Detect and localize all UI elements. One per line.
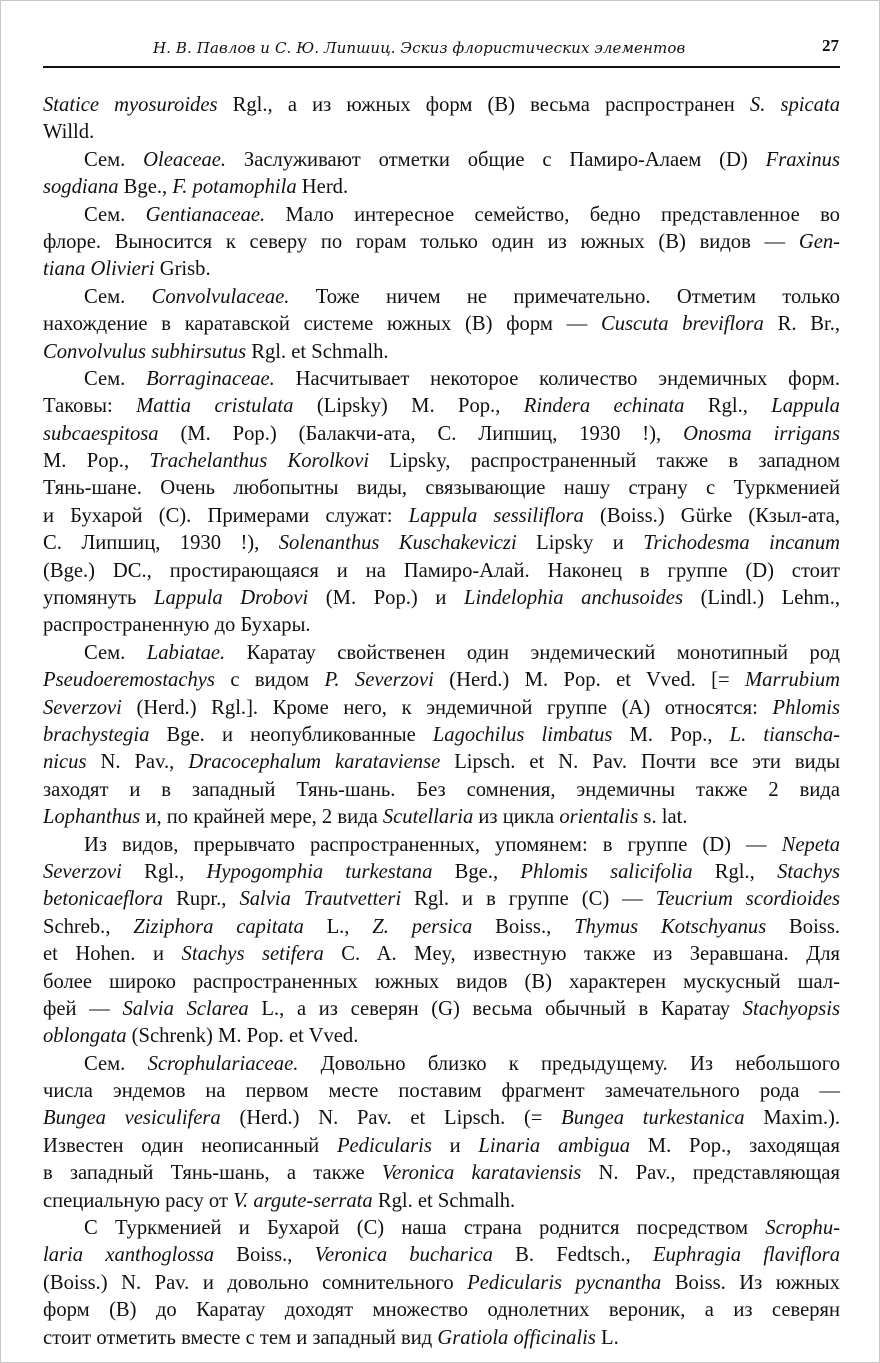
- taxon-name: Nepeta: [781, 833, 840, 856]
- taxon-name: Dracocephalum karataviense: [188, 751, 441, 774]
- taxon-name: Mattia cristulata: [136, 395, 294, 418]
- text-line: [43, 886, 840, 913]
- text-segment: с видом: [214, 669, 325, 692]
- taxon-name: Lappula Drobovi: [154, 587, 309, 610]
- text-segment: и, по крайней мере, 2 вида: [140, 806, 383, 829]
- text-segment: Rgl.,: [121, 860, 207, 883]
- text-segment: (Boiss.) Gürke (Кзыл-ата,: [583, 504, 840, 527]
- taxon-name: Pseudoeremostachys: [43, 669, 215, 692]
- text-segment: (Boiss.) N. Pav. и довольно сомнительного: [43, 1271, 468, 1294]
- text-line: [43, 1242, 840, 1269]
- text-segment: M. Pop.,: [43, 450, 150, 473]
- text-segment: Rgl.,: [692, 860, 778, 883]
- text-segment: Rgl. et Schmalh.: [246, 340, 389, 363]
- text-segment: Herd.: [296, 176, 349, 199]
- taxon-name: Scutellaria: [382, 806, 474, 829]
- text-segment: в западный Тянь-шань, а также: [43, 1162, 382, 1185]
- taxon-name: Onosma irrigans: [683, 422, 840, 445]
- text-segment: L.,: [303, 915, 373, 938]
- text-segment: Bge.,: [118, 176, 173, 199]
- text-line: [43, 640, 840, 667]
- text-segment: M. Pop., заходящая: [630, 1134, 840, 1157]
- text-segment: N. Pav.,: [86, 751, 189, 774]
- taxon-name: Teucrium scordioides: [655, 888, 840, 911]
- text-segment: и Бухарой (C). Примерами служат:: [43, 504, 409, 527]
- text-line: [43, 202, 840, 229]
- text-segment: С. Липшиц, 1930 !),: [43, 532, 279, 555]
- text-line: [43, 339, 840, 366]
- text-line: [43, 859, 840, 886]
- taxon-name: Pedicularis pycnantha: [467, 1271, 662, 1294]
- text-segment: Сем.: [84, 148, 144, 171]
- text-line: [43, 256, 840, 283]
- taxon-name: V. argute-serrata: [233, 1189, 373, 1212]
- text-line: [43, 558, 840, 585]
- text-line: [43, 612, 840, 639]
- taxon-name: Lagochilus limbatus: [432, 723, 613, 746]
- text-line: [43, 585, 840, 612]
- taxon-name: Statice myosuroides: [43, 94, 218, 116]
- taxon-name: orientalis: [559, 806, 639, 829]
- taxon-name: Fraxinus: [765, 148, 840, 171]
- text-segment: Сем.: [84, 203, 146, 226]
- text-line: [43, 996, 840, 1023]
- text-segment: Boiss.: [766, 915, 840, 938]
- taxon-name: brachystegia: [43, 723, 150, 746]
- text-segment: из цикла: [473, 806, 560, 829]
- taxon-name: Phlomis: [772, 696, 840, 719]
- text-segment: Довольно близко к предыдущему. Из небольшого: [298, 1052, 840, 1075]
- text-segment: Каратау свойственен один эндемический монотипный род: [225, 641, 841, 664]
- text-segment: распространенную до Бухары.: [43, 614, 311, 637]
- text-segment: Таковы:: [43, 395, 137, 418]
- text-segment: более широко распространенных южных видов (B) характерен мускусный шал-: [43, 970, 840, 993]
- taxon-name: Salvia Sclarea: [122, 997, 249, 1020]
- taxon-name: Bungea turkestanica: [561, 1107, 745, 1130]
- text-segment: С Туркменией и Бухарой (C) наша страна роднится посредством: [84, 1217, 766, 1240]
- taxon-name: Stachyopsis: [742, 997, 840, 1020]
- taxon-name: Gentianaceae.: [145, 203, 266, 226]
- text-line: [43, 311, 840, 338]
- body-text: [43, 92, 840, 1352]
- text-segment: Lipsky и: [516, 532, 644, 555]
- text-segment: (Bge.) DC., простирающаяся и на Памиро-Алай. Наконец в группе (D) стоит: [43, 559, 840, 582]
- text-segment: Rgl.,: [684, 395, 772, 418]
- taxon-name: Marrubium: [745, 669, 840, 692]
- taxon-name: Salvia Trautvetteri: [239, 888, 402, 911]
- text-segment: и: [431, 1134, 479, 1157]
- text-line: [43, 1105, 840, 1132]
- text-segment: Lipsch. et N. Pav. Почти все эти виды: [440, 751, 840, 774]
- text-segment: (Herd.) Rgl.]. Кроме него, к эндемичной группе (A) относятся:: [121, 696, 773, 719]
- taxon-name: Ziziphora capitata: [133, 915, 304, 938]
- taxon-name: betonicaeflora: [43, 888, 164, 911]
- text-segment: L., а из северян (G) весьма обычный в Каратау: [248, 997, 743, 1020]
- text-line: [43, 1270, 840, 1297]
- text-line: [43, 530, 840, 557]
- text-line: [43, 941, 840, 968]
- taxon-name: Lappula sessiliflora: [408, 504, 584, 527]
- taxon-name: subcaespitosa: [43, 422, 159, 445]
- header-rule: [43, 66, 840, 68]
- text-line: [43, 969, 840, 996]
- text-segment: нахождение в каратавской системе южных (B) форм —: [43, 313, 601, 336]
- taxon-name: Rindera echinata: [523, 395, 685, 418]
- taxon-name: Lindelophia anchusoides: [464, 587, 683, 610]
- taxon-name: Stachys: [777, 860, 840, 883]
- text-segment: форм (B) до Каратау доходят множество однолетних вероник, а из северян: [43, 1299, 840, 1322]
- text-line: [43, 914, 840, 941]
- text-segment: Из видов, прерывчато распространенных, упомянем: в группе (D) —: [84, 833, 782, 856]
- taxon-name: Severzovi: [43, 696, 122, 719]
- text-segment: s. lat.: [638, 806, 688, 829]
- text-line: [43, 695, 840, 722]
- text-segment: (Lindl.) Lehm.,: [682, 587, 840, 610]
- text-line: [43, 832, 840, 859]
- text-segment: фей —: [43, 997, 123, 1020]
- text-line: [43, 1051, 840, 1078]
- text-segment: R. Br.,: [763, 313, 840, 336]
- text-segment: Сем.: [84, 641, 147, 664]
- taxon-name: Trichodesma incanum: [643, 532, 840, 555]
- taxon-name: Scrophu-: [765, 1217, 840, 1240]
- taxon-name: Gen-: [798, 230, 840, 253]
- text-line: [43, 503, 840, 530]
- text-segment: Rgl. et Schmalh.: [372, 1189, 516, 1212]
- text-segment: флоре. Выносится к северу по горам только один из южных (B) видов —: [43, 230, 799, 253]
- text-segment: Заслуживают отметки общие с Памиро-Алаем (D): [226, 148, 766, 171]
- text-segment: N. Pav., представляющая: [581, 1162, 840, 1185]
- taxon-name: Borraginaceae.: [146, 367, 275, 390]
- text-segment: Известен один неописанный: [43, 1134, 337, 1157]
- taxon-name: Hypogomphia turkestana: [206, 860, 433, 883]
- text-line: [43, 393, 840, 420]
- text-line: [43, 174, 840, 201]
- taxon-name: Labiatae.: [146, 641, 226, 664]
- taxon-name: Severzovi: [43, 860, 122, 883]
- text-segment: Тянь-шане. Очень любопытны виды, связывающие нашу страну с Туркменией: [43, 477, 840, 500]
- text-line: [43, 1160, 840, 1187]
- text-segment: Rupr.,: [163, 888, 240, 911]
- text-segment: Grisb.: [154, 258, 211, 281]
- text-segment: (M. Pop.) и: [308, 587, 464, 610]
- taxon-name: Linaria ambigua: [478, 1134, 631, 1157]
- text-segment: (Herd.) M. Pop. et Vved. [=: [433, 669, 746, 692]
- text-segment: (M. Pop.) (Балакчи-ата, С. Липшиц, 1930 !),: [158, 422, 684, 445]
- text-segment: (Schrenk) M. Pop. et Vved.: [126, 1025, 359, 1048]
- running-header: [43, 35, 839, 61]
- text-segment: et Hohen. и: [43, 943, 182, 966]
- taxon-name: Euphragia flaviflora: [652, 1244, 840, 1267]
- taxon-name: Convolvulaceae.: [151, 285, 290, 308]
- text-segment: M. Pop.,: [612, 723, 730, 746]
- text-line: [43, 1188, 840, 1215]
- text-segment: Boiss. Из южных: [661, 1271, 840, 1294]
- taxon-name: P. Severzovi: [324, 669, 434, 692]
- text-line: [43, 147, 840, 174]
- text-line: [43, 722, 840, 749]
- text-line: [43, 749, 840, 776]
- text-segment: Сем.: [84, 1052, 148, 1075]
- text-segment: L.: [595, 1326, 619, 1349]
- text-line: [43, 804, 840, 831]
- taxon-name: Z. persica: [372, 915, 473, 938]
- taxon-name: Thymus Kotschyanus: [574, 915, 767, 938]
- text-line: [43, 475, 840, 502]
- taxon-name: Lappula: [771, 395, 840, 418]
- taxon-name: sogdiana: [43, 176, 119, 199]
- taxon-name: Bungea vesiculifera: [43, 1107, 221, 1130]
- text-line: [43, 366, 840, 393]
- taxon-name: Trachelanthus Korolkovi: [149, 450, 370, 473]
- taxon-name: S. spicata: [749, 94, 840, 116]
- text-segment: Maxim.).: [744, 1107, 840, 1130]
- text-segment: Bge. и неопубликованные: [149, 723, 433, 746]
- text-segment: упомянуть: [43, 587, 155, 610]
- running-title: Н. В. Павлов и С. Ю. Липшиц. Эскиз флористических элементов: [153, 39, 686, 57]
- taxon-name: Cuscuta breviflora: [600, 313, 764, 336]
- text-segment: стоит отметить вместе с тем и западный вид: [43, 1326, 438, 1349]
- text-segment: C. A. Mey, известную также из Зеравшана. Для: [323, 943, 840, 966]
- text-segment: Willd.: [43, 121, 95, 144]
- text-line: [43, 1133, 840, 1160]
- text-segment: Тоже ничем не примечательно. Отметим только: [289, 285, 840, 308]
- taxon-name: tiana Olivieri: [43, 258, 155, 281]
- taxon-name: L. tianscha-: [729, 723, 840, 746]
- text-line: [43, 92, 840, 119]
- text-segment: специальную расу от: [43, 1189, 234, 1212]
- text-segment: Сем.: [84, 367, 147, 390]
- text-segment: Сем.: [84, 285, 152, 308]
- text-line: [43, 1297, 840, 1324]
- text-line: [43, 1215, 840, 1242]
- text-line: [43, 1023, 840, 1050]
- taxon-name: Solenanthus Kuschakeviczi: [278, 532, 517, 555]
- page-number: 27: [822, 36, 839, 55]
- text-segment: Мало интересное семейство, бедно представленное во: [265, 203, 840, 226]
- text-line: [43, 284, 840, 311]
- text-line: [43, 448, 840, 475]
- taxon-name: Lophanthus: [43, 806, 141, 829]
- text-segment: (Herd.) N. Pav. et Lipsch. (=: [220, 1107, 562, 1130]
- text-segment: заходят и в западный Тянь-шань. Без сомнения, эндемичны также 2 вида: [43, 778, 840, 801]
- taxon-name: Phlomis salicifolia: [520, 860, 693, 883]
- text-segment: Boiss.,: [472, 915, 575, 938]
- text-line: [43, 667, 840, 694]
- taxon-name: laria xanthoglossa: [43, 1244, 215, 1267]
- text-line: [43, 119, 840, 146]
- taxon-name: Oleaceae.: [143, 148, 227, 171]
- text-segment: (Lipsky) M. Pop.,: [293, 395, 524, 418]
- text-segment: Boiss.,: [214, 1244, 315, 1267]
- text-line: [43, 777, 840, 804]
- text-line: [43, 1078, 840, 1105]
- taxon-name: Veronica bucharica: [314, 1244, 493, 1267]
- text-segment: Bge.,: [432, 860, 521, 883]
- text-segment: Lipsky, распространенный также в западном: [369, 450, 840, 473]
- taxon-name: Scrophulariaceae.: [147, 1052, 299, 1075]
- text-segment: B. Fedtsch.,: [492, 1244, 653, 1267]
- taxon-name: Convolvulus subhirsutus: [43, 340, 247, 363]
- text-segment: Rgl. и в группе (C) —: [401, 888, 656, 911]
- text-segment: Rgl., а из южных форм (B) весьма распространен: [217, 94, 750, 116]
- taxon-name: Gratiola officinalis: [437, 1326, 596, 1349]
- text-line: [43, 229, 840, 256]
- text-segment: Насчитывает некоторое количество эндемичных форм.: [274, 367, 840, 390]
- taxon-name: oblongata: [43, 1025, 127, 1048]
- text-segment: числа эндемов на первом месте поставим фрагмент замечательного рода —: [43, 1080, 840, 1103]
- text-line: [43, 421, 840, 448]
- taxon-name: F. potamophila: [172, 176, 297, 199]
- taxon-name: nicus: [43, 751, 87, 774]
- text-line: [43, 1325, 840, 1352]
- taxon-name: Pedicularis: [336, 1134, 432, 1157]
- taxon-name: Veronica karataviensis: [381, 1162, 582, 1185]
- text-segment: Schreb.,: [43, 915, 134, 938]
- taxon-name: Stachys setifera: [181, 943, 324, 966]
